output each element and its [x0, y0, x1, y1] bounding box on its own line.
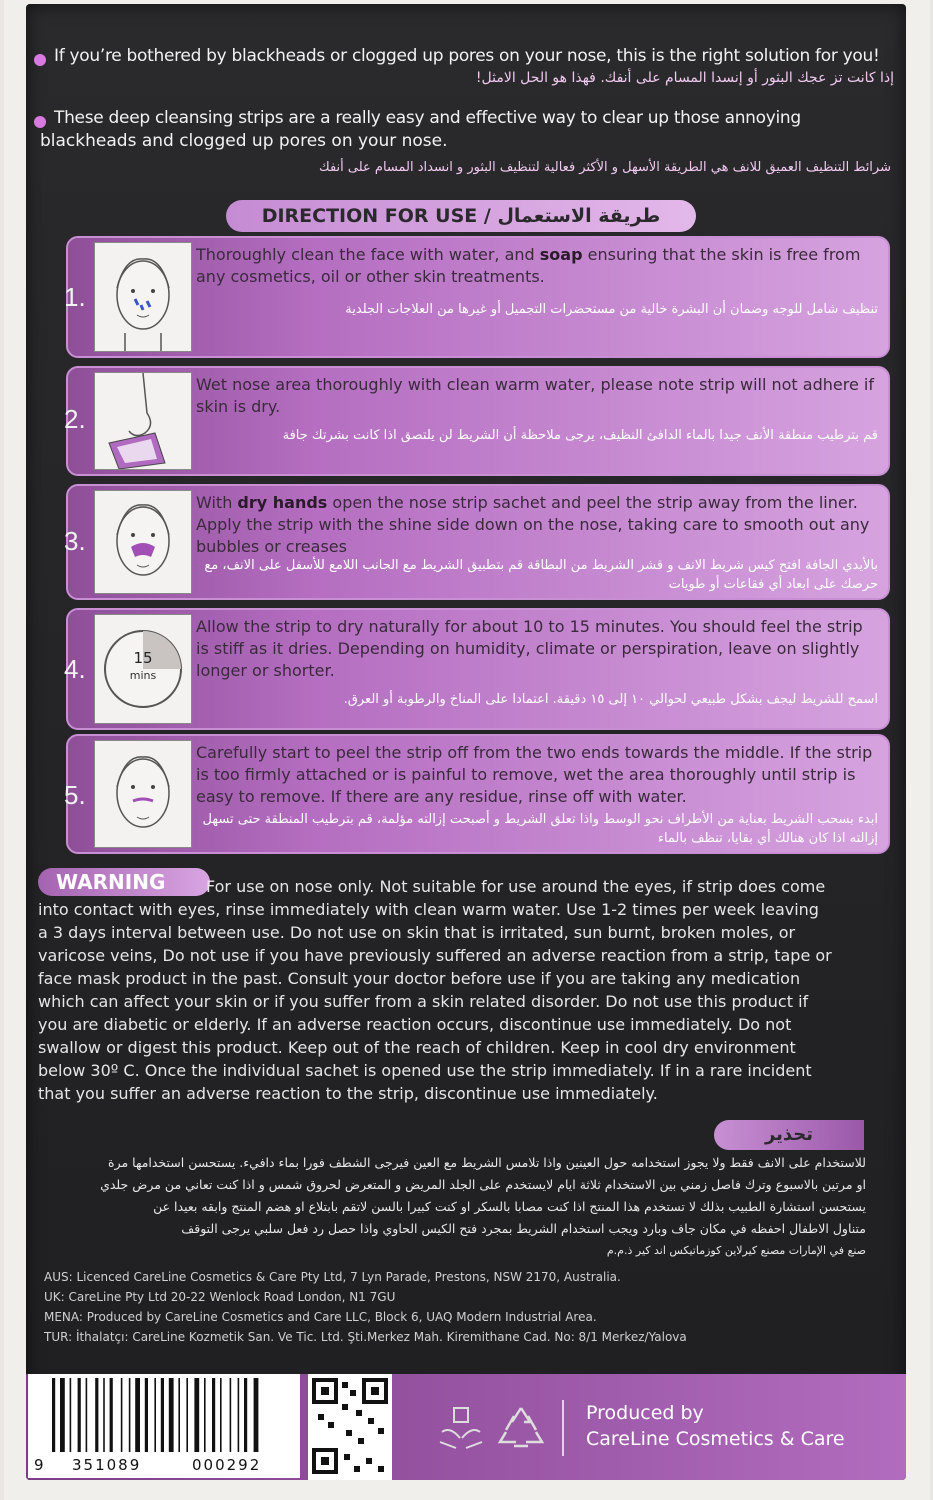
address-mena: MENA: Produced by CareLine Cosmetics and Care LLC, Block 6, UAQ Modern Industrial Area.: [44, 1310, 597, 1324]
step-number: 2.: [64, 404, 86, 434]
footer-divider: [562, 1400, 564, 1456]
step-2: [66, 366, 890, 476]
nose-strip-illustration: [94, 490, 192, 594]
step-text: open the nose strip sachet and peel the strip away from the liner. Apply the strip with the shine side down on the nose, taking care to smooth out any bubbles or creases: [196, 493, 870, 556]
step-1-text: [196, 244, 878, 288]
intro-bullet-2-en-line2: blackheads and clogged up pores on your nose.: [40, 131, 448, 151]
warning-line: face mask product in the past. Consult your doctor before use if you are taking any medication: [38, 969, 801, 988]
step-bold-text: soap: [539, 245, 583, 264]
step-number: 4.: [64, 654, 86, 684]
arabic-warning-line: صنع في الإمارات مصنع كيرلاين كوزماتيكس اند كير ذ.م.م: [606, 1244, 866, 1257]
warning-line: below 30º C. Once the individual sachet is opened use the strip immediately. If in a rare incident: [38, 1061, 812, 1080]
warning-line: into contact with eyes, rinse immediately with clean warm water. Use 1-2 times per week leaving: [38, 900, 819, 919]
intro-bullet-1-ar: إذا كانت تز عجك البثور أو إنسدا المسام على أنفك. فهذا هو الحل الامثل!: [475, 70, 894, 86]
qr-code-icon: [308, 1374, 392, 1480]
intro-bullet-2-ar: شرائط التنظيف العميق للانف هي الطريقة الأسهل و الأكثر فعالية لتنظيف البثور و انسداد المسام على أنفك: [319, 160, 891, 175]
step-5: [66, 734, 890, 854]
step-4: [66, 608, 890, 730]
step-4-text: Allow the strip to dry naturally for about 10 to 15 minutes. You should feel the strip is stiff as it dries. Depending on humidity, climate or perspiration, leave on slightly longer or shorter.: [196, 617, 863, 680]
step-3-text: [196, 492, 878, 558]
warning-line: For use on nose only. Not suitable for use around the eyes, if strip does come: [206, 877, 826, 896]
package-back: [4, 0, 930, 1500]
step-4-ar: اسمح للشريط ليجف بشكل طبيعي لحوالي ١٠ إلى ١٥ دقيقة. اعتمادا على المناخ والرطوبة أو العرق.: [343, 692, 878, 707]
arabic-warning-line: متناول الاطفال احفظه في مكان جاف وبارد ويجب استخدام الشريط بمجرد فتح الكيس الحاوي واذا حصل رد فعل سلبي يرجى التوقف: [181, 1221, 866, 1236]
intro-bullet-2-en-line1: These deep cleansing strips are a really easy and effective way to clear up those annoying: [54, 108, 801, 128]
barcode-bars-icon: [28, 1374, 300, 1454]
step-number: 1.: [64, 282, 86, 312]
warning-line: which can affect your skin or if you suffer from a skin related disorder. Do not use this product if: [38, 992, 809, 1011]
address-tur: TUR: İthalatçı: CareLine Kozmetik San. Ve Tic. Ltd. Şti.Merkez Mah. Kiremithane Cad. No: 8/1 Merkez/Yalova: [44, 1330, 687, 1344]
step-3-ar: بالأيدي الجافة افتح كيس شريط الانف و قشر الشريط من البطاقة قم بتطبيق الشريط مع الجانب اللامع للأسفل على الانف، مع حرصك على ابعاد أي فقاعات أو طويات: [204, 558, 878, 592]
barcode-digits-3: 000292: [192, 1456, 262, 1474]
step-text: ensuring that the skin is free from any cosmetics, oil or other skin treatments.: [196, 245, 861, 286]
arabic-warning-line: او مرتين بالاسبوع وترك فاصل زمني بين الاستخدام ثلاثة ايام لايستخدم على الجلد المريض و المتعرض لحروق شمس و اذا كنت تعاني من مرض جلدي: [100, 1177, 866, 1192]
step-number: 3.: [64, 526, 86, 556]
step-number: 5.: [64, 780, 86, 810]
peel-strip-illustration: [94, 740, 192, 848]
warning-label: WARNING: [38, 868, 210, 896]
arabic-warning-line: للاستخدام على الانف فقط ولا يجوز استخدامه حول العينين واذا تلامس الشريط مع العين فيرجى الشطف فورا بماء دافيء. يستحسن استخدامها مرة: [108, 1155, 866, 1170]
face-wash-illustration: [94, 242, 192, 352]
step-3: [66, 484, 890, 600]
warning-line: swallow or digest this product. Keep out of the reach of children. Keep in cool dry environment: [38, 1038, 796, 1057]
intro-bullet-1-en: If you’re bothered by blackheads or clogged up pores on your nose, this is the right solution for you!: [54, 46, 880, 66]
step-2-text: Wet nose area thoroughly with clean warm water, please note strip will not adhere if skin is dry.: [196, 375, 874, 416]
address-uk: UK: CareLine Pty Ltd 20-22 Wenlock Road London, N1 7GU: [44, 1290, 396, 1304]
bullet-icon: [34, 116, 46, 128]
warning-line: varicose veins, Do not use if you have previously suffered an adverse reaction from a strip, tape or: [38, 946, 832, 965]
dark-panel: [26, 4, 906, 1480]
recycle-icon: [496, 1402, 546, 1452]
barcode-digit-1: 9: [34, 1456, 44, 1474]
step-text: With: [196, 493, 238, 512]
step-5-ar: ابدء بسحب الشريط بعناية من الأطراف نحو الوسط واذا تعلق الشريط و أصبحت إزالته مؤلمة، قم بترطيب المنطقة حتى تسهل إزالته اذا كان هنالك أي بقايا، تنظف بالماء: [202, 812, 878, 846]
warning-line: a 3 days interval between use. Do not use on skin that is irritated, sun burnt, broken moles, or: [38, 923, 796, 942]
step-text: Thoroughly clean the face with water, and: [196, 245, 540, 264]
step-5-text: Carefully start to peel the strip off from the two ends towards the middle. If the strip is too firmly attached or is painful to remove, wet the area thoroughly until strip is easy to remove. If there are any residue, rinse off with water.: [196, 743, 873, 806]
warning-line: you are diabetic or elderly. If an adverse reaction occurs, discontinue use immediately. Do not: [38, 1015, 792, 1034]
barcode-digits-2: 351089: [72, 1456, 142, 1474]
timer-unit: mins: [129, 669, 157, 682]
step-1: [66, 236, 890, 358]
footer-produced-by: Produced by: [586, 1402, 704, 1424]
bullet-icon: [34, 54, 46, 66]
step-bold-text: dry hands: [237, 493, 328, 512]
footer-company: CareLine Cosmetics & Care: [586, 1428, 845, 1450]
timer-number: 15: [133, 649, 153, 667]
wet-hand-illustration: [94, 372, 192, 470]
arabic-warning-line: يستحسن استشارة الطبيب بذلك لا تستخدم هذا المنتج اذا كنت مصابا بالسكر او كنت كبيرا بالسن لاتقم بابتلاع او هضم المنتج وابقه بعيدا عن: [153, 1199, 866, 1214]
step-2-ar: قم بترطيب منطقة الأنف جيدا بالماء الدافئ النظيف، يرجى ملاحظة أن الشريط لن يلتصق اذا كانت بشرتك جافة: [282, 428, 878, 443]
barcode: [28, 1374, 300, 1478]
direction-header: DIRECTION FOR USE / طريقة الاستعمال: [226, 200, 696, 232]
arabic-warning-label: تحذير: [714, 1120, 864, 1150]
warning-line: that you suffer an adverse reaction to the strip, discontinue use immediately.: [38, 1084, 658, 1103]
step-1-ar: تنظيف شامل للوجه وضمان أن البشرة خالية من مستحضرات التجميل أو غيرها من العلاجات الجلدية: [345, 302, 878, 317]
timer-illustration: [94, 614, 192, 724]
address-aus: AUS: Licenced CareLine Cosmetics & Care Pty Ltd, 7 Lyn Parade, Prestons, NSW 2170, Australia.: [44, 1270, 621, 1284]
hands-box-icon: [436, 1402, 486, 1452]
